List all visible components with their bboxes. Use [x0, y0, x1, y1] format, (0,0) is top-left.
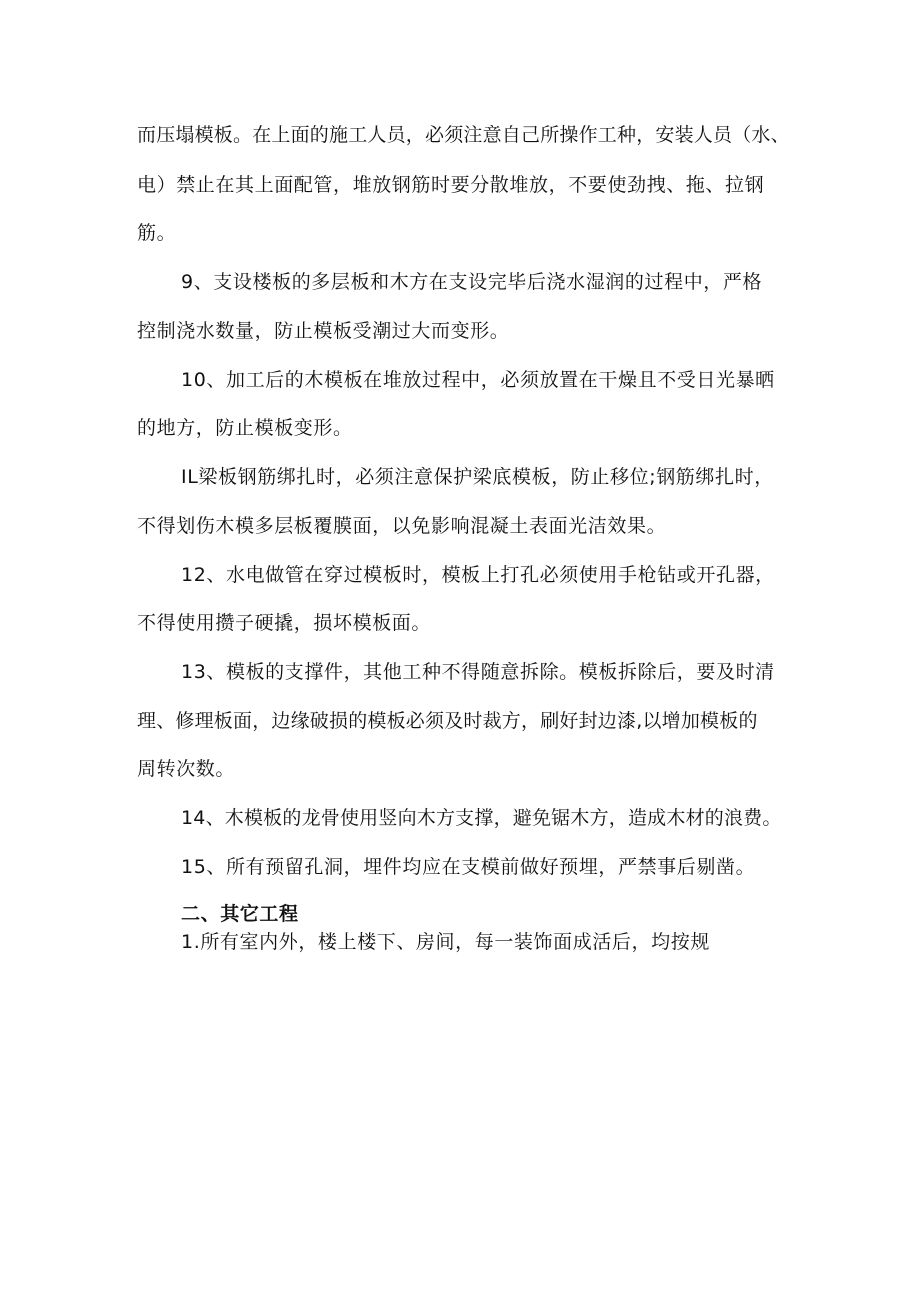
paragraph-12-line-2: 不得使用攒子硬撬，损坏模板面。 — [137, 612, 432, 634]
paragraph-11-line-1: IL梁板钢筋绑扎时，必须注意保护梁底模板，防止移位;钢筋绑扎时， — [181, 466, 774, 488]
paragraph-11-line-2: 不得划伤木模多层板覆膜面，以免影响混凝土表面光洁效果。 — [137, 515, 667, 537]
section-2-line-1: 1.所有室内外，楼上楼下、房间，每一装饰面成活后，均按规 — [181, 931, 710, 953]
paragraph-13-line-2: 理、修理板面，边缘破损的模板必须及时裁方，刷好封边漆,以增加模板的 — [137, 710, 758, 732]
paragraph-13-line-3: 周转次数。 — [137, 758, 236, 780]
paragraph-10-line-1: 10、加工后的木模板在堆放过程中，必须放置在干燥且不受日光暴晒 — [181, 369, 775, 391]
paragraph-14-line-1: 14、木模板的龙骨使用竖向木方支撑，避免锯木方，造成木材的浪费。 — [181, 807, 782, 829]
paragraph-15-line-1: 15、所有预留孔洞，埋件均应在支模前做好预埋，严禁事后剔凿。 — [181, 856, 756, 878]
paragraph-13-line-1: 13、模板的支撑件，其他工种不得随意拆除。模板拆除后，要及时清 — [181, 661, 775, 683]
section-2-heading: 二、其它工程 — [181, 903, 299, 925]
paragraph-9-line-1: 9、支设楼板的多层板和木方在支设完毕后浇水湿润的过程中，严格 — [181, 271, 763, 293]
paragraph-10-line-2: 的地方，防止模板变形。 — [137, 417, 353, 439]
paragraph-9-line-2: 控制浇水数量，防止模板受潮过大而变形。 — [137, 320, 510, 342]
paragraph-8-line-1: 而压塌模板。在上面的施工人员，必须注意自己所操作工种，安装人员（水、 — [137, 124, 790, 146]
paragraph-8-line-2: 电）禁止在其上面配管，堆放钢筋时要分散堆放，不要使劲拽、拖、拉钢 — [137, 174, 765, 196]
paragraph-12-line-1: 12、水电做管在穿过模板时，模板上打孔必须使用手枪钻或开孔器， — [181, 564, 775, 586]
paragraph-8-line-3: 筋。 — [137, 222, 177, 244]
